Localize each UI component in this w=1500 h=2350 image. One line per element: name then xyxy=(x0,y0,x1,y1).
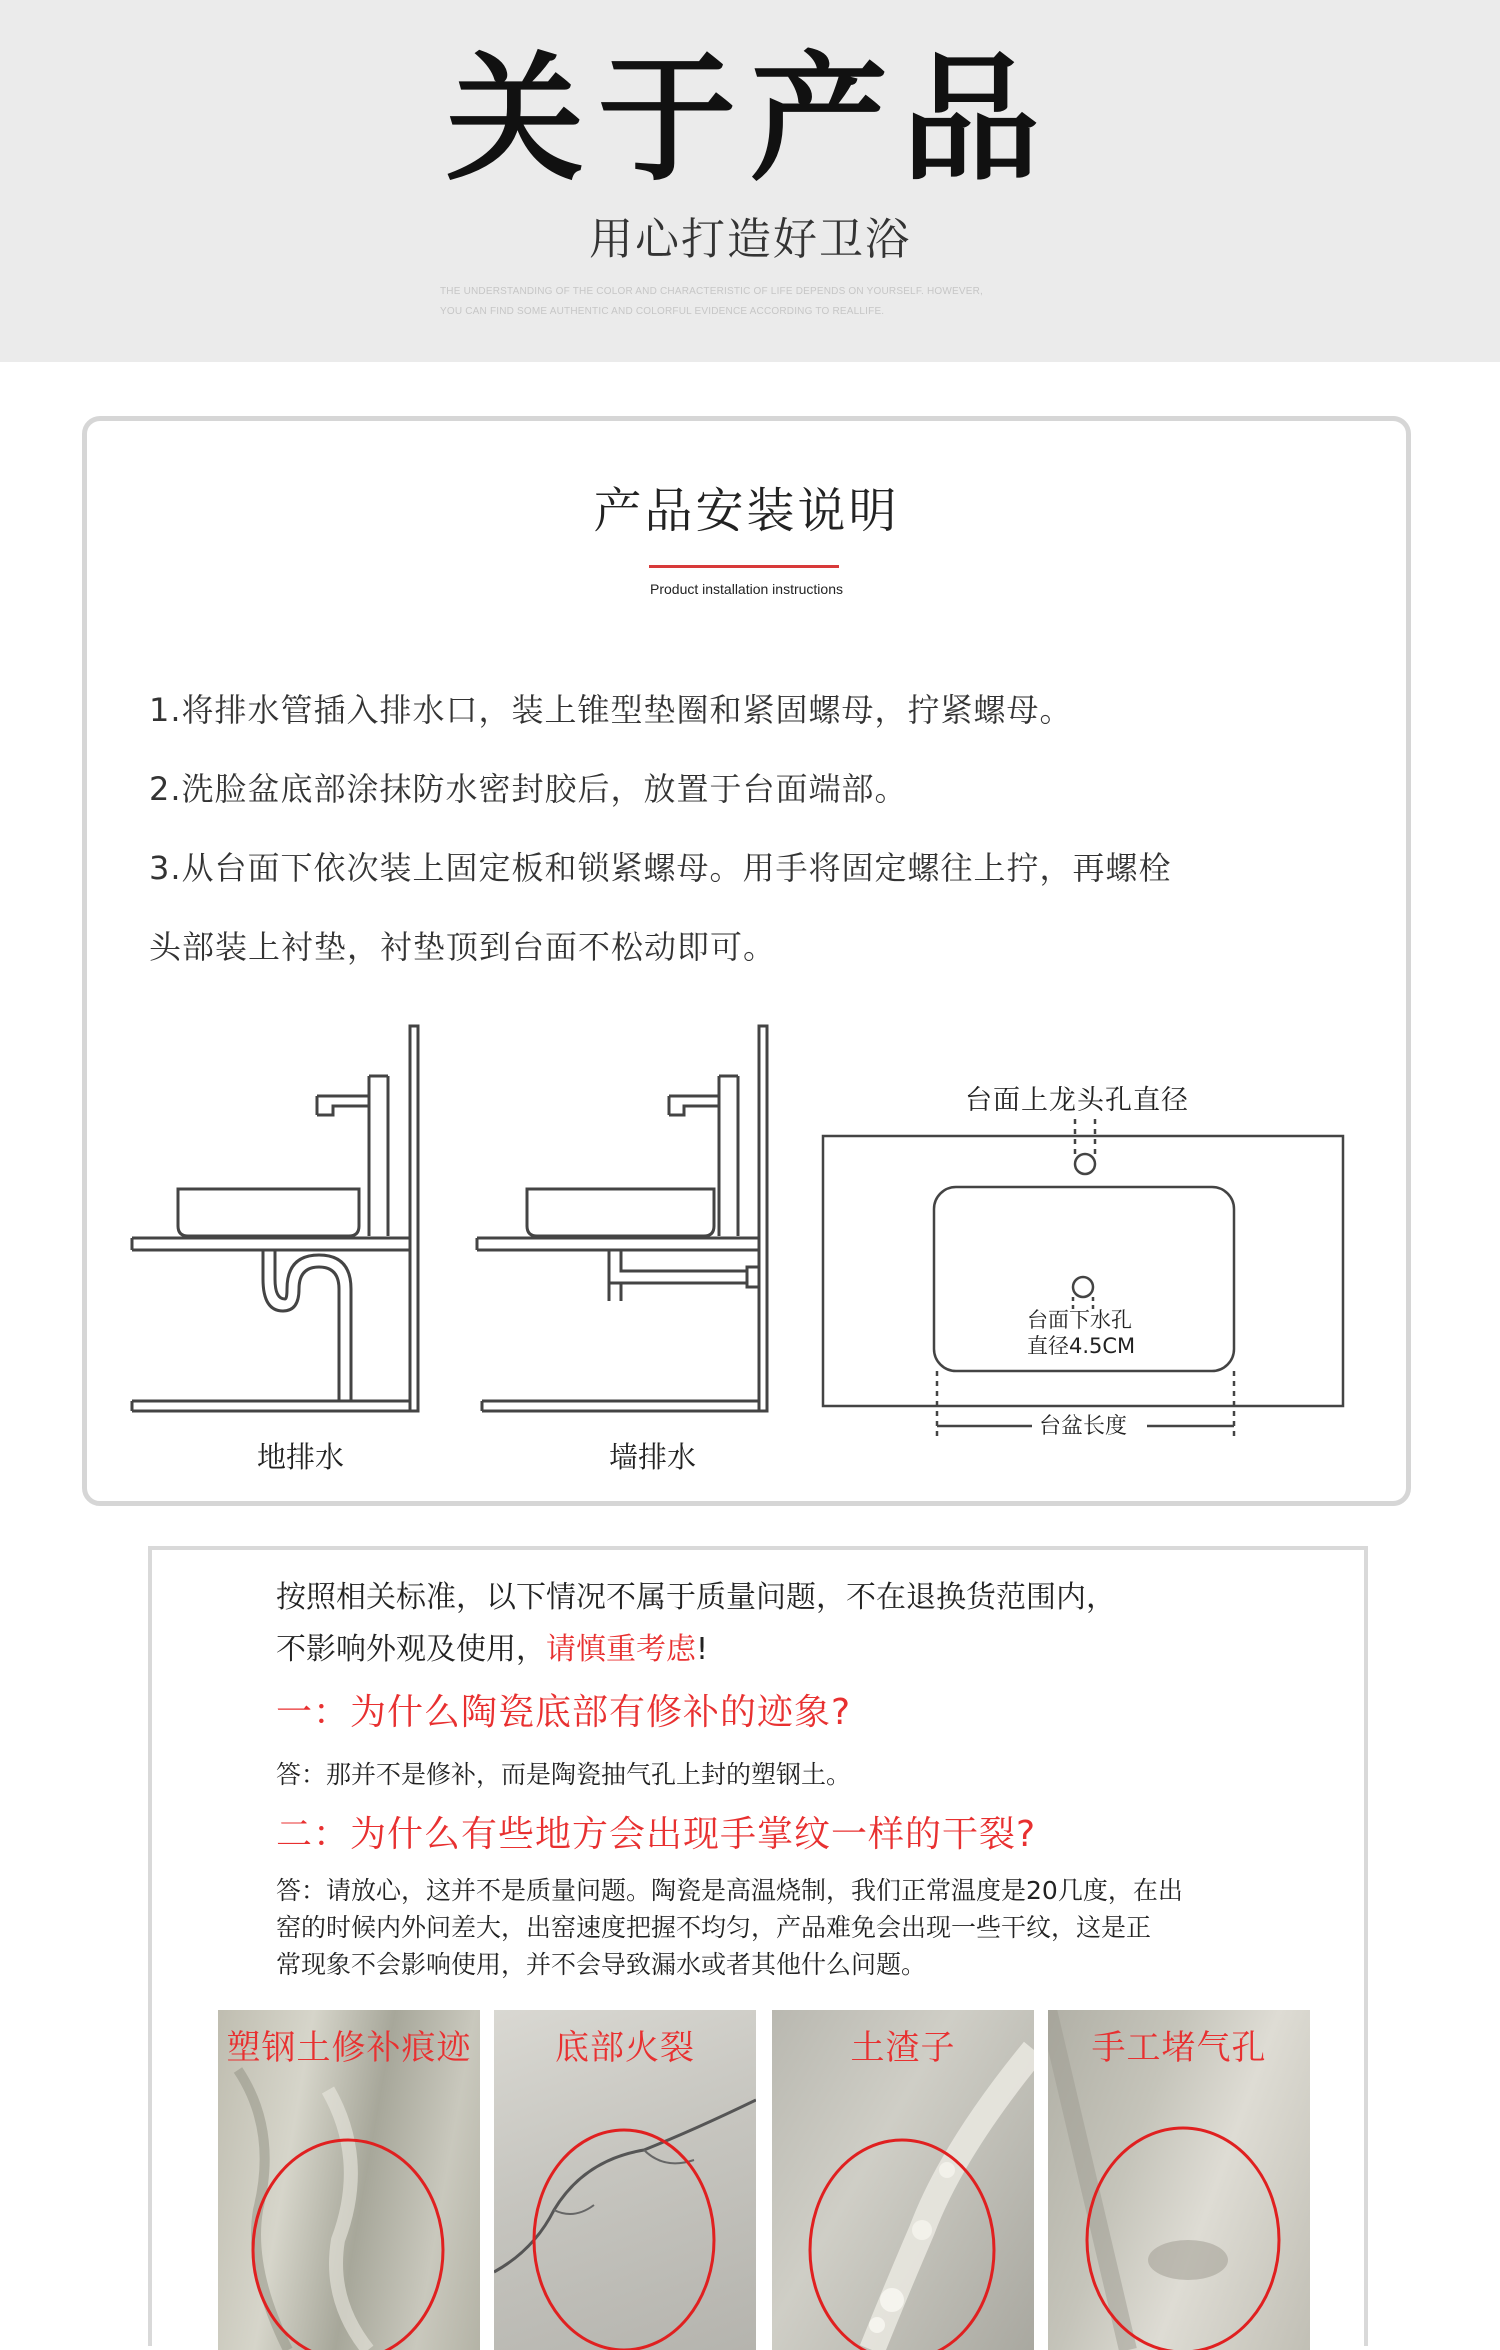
step-line: 3.从台面下依次装上固定板和锁紧螺母。用手将固定螺往上拧，再螺栓 xyxy=(149,849,1172,887)
wall-drain-label: 墙排水 xyxy=(609,1440,697,1474)
header-english-text xyxy=(440,282,1060,322)
photo-plastic-steel-repair xyxy=(218,2010,480,2350)
answer-1: 答：那并不是修补，而是陶瓷抽气孔上封的塑钢土。 xyxy=(276,1760,852,1789)
answer-2 xyxy=(276,1872,1276,1983)
notice-intro-end: ! xyxy=(696,1632,709,1667)
header-english-line-1: THE UNDERSTANDING OF THE COLOR AND CHARACTERISTIC OF LIFE DEPENDS ON YOURSELF. HOWEVER, xyxy=(440,286,984,297)
photo-label: 土渣子 xyxy=(850,2028,956,2068)
answer-2-line: 窑的时候内外问差大，出窑速度把握不均匀，产品难免会出现一些干纹，这是正 xyxy=(276,1913,1152,1942)
installation-diagrams xyxy=(87,421,1406,1501)
floor-drain-diagram xyxy=(132,1026,418,1411)
photo-label: 手工堵气孔 xyxy=(1091,2028,1267,2068)
header-banner xyxy=(0,0,1500,362)
photo-label: 塑钢土修补痕迹 xyxy=(226,2028,472,2068)
drain-hole-label: 台面下水孔 xyxy=(1027,1308,1132,1332)
question-2: 二：为什么有些地方会出现手掌纹一样的干裂? xyxy=(276,1814,1037,1855)
page-subtitle: 用心打造好卫浴 xyxy=(589,214,911,265)
installation-subtitle-en: Product installation instructions xyxy=(650,581,843,597)
notice-caution-text: 请慎重考虑 xyxy=(546,1632,696,1667)
installation-title: 产品安装说明 xyxy=(593,483,900,539)
drain-hole-size: 直径4.5CM xyxy=(1027,1334,1136,1358)
step-line: 头部装上衬垫，衬垫顶到台面不松动即可。 xyxy=(149,928,777,966)
step-line: 2.洗脸盆底部涂抹防水密封胶后，放置于台面端部。 xyxy=(149,770,908,808)
notice-intro-plain: 不影响外观及使用， xyxy=(276,1632,546,1667)
header-english-line-2: YOU CAN FIND SOME AUTHENTIC AND COLORFUL EVIDENCE ACCORDING TO REALLIFE. xyxy=(440,306,885,317)
photo-label: 底部火裂 xyxy=(555,2028,695,2068)
countertop-top-view xyxy=(823,1119,1343,1436)
answer-2-line: 答：请放心，这并不是质量问题。陶瓷是高温烧制，我们正常温度是20几度，在出 xyxy=(276,1876,1183,1905)
photo-bottom-fire-crack xyxy=(494,2010,756,2350)
floor-drain-label: 地排水 xyxy=(257,1440,345,1474)
notice-intro-line-2 xyxy=(276,1624,1276,1676)
notice-intro-line-1: 按照相关标准，以下情况不属于质量问题，不在退换货范围内， xyxy=(276,1580,1116,1615)
answer-2-line: 常现象不会影响使用，并不会导致漏水或者其他什么问题。 xyxy=(276,1950,927,1979)
question-1: 一：为什么陶瓷底部有修补的迹象? xyxy=(276,1692,852,1733)
installation-card xyxy=(82,416,1411,1506)
quality-notice xyxy=(148,1546,1368,2346)
photo-manual-vent-plug xyxy=(1048,2010,1310,2350)
notice-intro xyxy=(276,1572,1276,1676)
faucet-hole-label: 台面上龙头孔直径 xyxy=(965,1085,1189,1116)
basin-length-label: 台盆长度 xyxy=(1039,1414,1128,1439)
step-line: 1.将排水管插入排水口，装上锥型垫圈和紧固螺母，拧紧螺母。 xyxy=(149,691,1073,729)
page-title: 关于产品 xyxy=(445,39,1054,200)
wall-drain-diagram xyxy=(477,1026,767,1411)
photo-clay-residue xyxy=(772,2010,1034,2350)
highlight-circle xyxy=(534,2130,714,2350)
